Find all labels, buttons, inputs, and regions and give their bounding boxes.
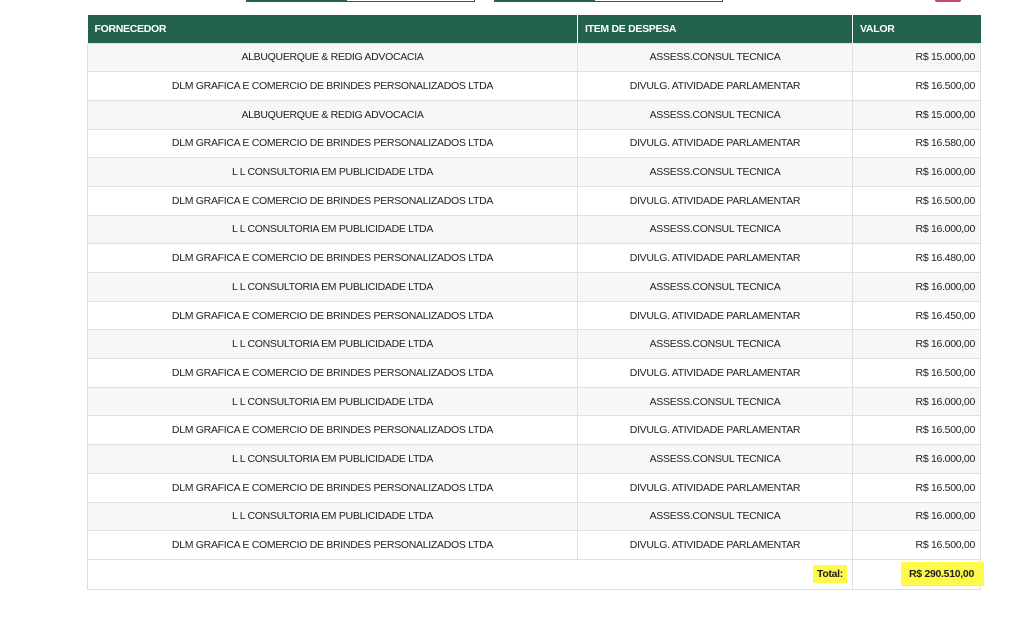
table-row — [88, 416, 981, 445]
cell-valor: R$ 16.500,00 — [853, 359, 981, 388]
export-button[interactable] — [935, 0, 961, 2]
cell-valor: R$ 16.580,00 — [853, 129, 981, 158]
table-header-row — [88, 15, 981, 43]
cell-fornecedor: DLM GRAFICA E COMERCIO DE BRINDES PERSONALIZADOS LTDA — [88, 301, 578, 330]
cell-fornecedor: DLM GRAFICA E COMERCIO DE BRINDES PERSONALIZADOS LTDA — [88, 473, 578, 502]
cell-valor: R$ 16.000,00 — [853, 445, 981, 474]
cell-valor: R$ 16.500,00 — [853, 473, 981, 502]
cell-fornecedor: DLM GRAFICA E COMERCIO DE BRINDES PERSONALIZADOS LTDA — [88, 72, 578, 101]
table-row — [88, 359, 981, 388]
cell-fornecedor: ALBUQUERQUE & REDIG ADVOCACIA — [88, 100, 578, 129]
cell-fornecedor: L L CONSULTORIA EM PUBLICIDADE LTDA — [88, 502, 578, 531]
cell-fornecedor: L L CONSULTORIA EM PUBLICIDADE LTDA — [88, 387, 578, 416]
column-header-valor[interactable]: VALOR — [853, 15, 981, 43]
cell-valor: R$ 15.000,00 — [853, 43, 981, 72]
cell-valor: R$ 16.000,00 — [853, 330, 981, 359]
table-row — [88, 531, 981, 560]
column-header-fornecedor[interactable]: FORNECEDOR — [88, 15, 578, 43]
cell-fornecedor: L L CONSULTORIA EM PUBLICIDADE LTDA — [88, 158, 578, 187]
cell-fornecedor: DLM GRAFICA E COMERCIO DE BRINDES PERSONALIZADOS LTDA — [88, 129, 578, 158]
cell-valor: R$ 16.480,00 — [853, 244, 981, 273]
cell-item: ASSESS.CONSUL TECNICA — [578, 215, 853, 244]
cell-fornecedor: L L CONSULTORIA EM PUBLICIDADE LTDA — [88, 445, 578, 474]
table-row — [88, 100, 981, 129]
cell-item: DIVULG. ATIVIDADE PARLAMENTAR — [578, 416, 853, 445]
cell-item: DIVULG. ATIVIDADE PARLAMENTAR — [578, 359, 853, 388]
cell-valor: R$ 16.000,00 — [853, 158, 981, 187]
cell-item: DIVULG. ATIVIDADE PARLAMENTAR — [578, 129, 853, 158]
cell-valor: R$ 16.000,00 — [853, 273, 981, 302]
cell-item: ASSESS.CONSUL TECNICA — [578, 502, 853, 531]
cell-item: ASSESS.CONSUL TECNICA — [578, 158, 853, 187]
cell-valor: R$ 16.500,00 — [853, 72, 981, 101]
table-row — [88, 387, 981, 416]
table-row — [88, 244, 981, 273]
cell-item: DIVULG. ATIVIDADE PARLAMENTAR — [578, 531, 853, 560]
table-row — [88, 502, 981, 531]
cell-item: DIVULG. ATIVIDADE PARLAMENTAR — [578, 72, 853, 101]
cell-item: DIVULG. ATIVIDADE PARLAMENTAR — [578, 186, 853, 215]
cell-valor: R$ 16.000,00 — [853, 502, 981, 531]
table-body — [88, 43, 981, 559]
cell-item: ASSESS.CONSUL TECNICA — [578, 273, 853, 302]
table-row — [88, 301, 981, 330]
date-start-field[interactable] — [246, 0, 475, 2]
table-row — [88, 273, 981, 302]
cell-fornecedor: DLM GRAFICA E COMERCIO DE BRINDES PERSONALIZADOS LTDA — [88, 416, 578, 445]
total-label: Total: — [813, 565, 847, 583]
total-value: R$ 290.510,00 — [901, 562, 984, 586]
total-value-cell — [853, 559, 981, 589]
cell-fornecedor: L L CONSULTORIA EM PUBLICIDADE LTDA — [88, 215, 578, 244]
cell-item: ASSESS.CONSUL TECNICA — [578, 330, 853, 359]
cell-fornecedor: DLM GRAFICA E COMERCIO DE BRINDES PERSONALIZADOS LTDA — [88, 531, 578, 560]
cell-valor: R$ 16.500,00 — [853, 416, 981, 445]
cell-fornecedor: DLM GRAFICA E COMERCIO DE BRINDES PERSONALIZADOS LTDA — [88, 244, 578, 273]
cell-fornecedor: DLM GRAFICA E COMERCIO DE BRINDES PERSONALIZADOS LTDA — [88, 186, 578, 215]
cell-valor: R$ 15.000,00 — [853, 100, 981, 129]
cell-item: ASSESS.CONSUL TECNICA — [578, 445, 853, 474]
cell-item: ASSESS.CONSUL TECNICA — [578, 100, 853, 129]
cell-item: DIVULG. ATIVIDADE PARLAMENTAR — [578, 473, 853, 502]
cell-item: DIVULG. ATIVIDADE PARLAMENTAR — [578, 301, 853, 330]
cell-valor: R$ 16.000,00 — [853, 215, 981, 244]
total-row — [88, 559, 981, 589]
table-row — [88, 158, 981, 187]
cell-valor: R$ 16.000,00 — [853, 387, 981, 416]
total-label-cell — [88, 559, 853, 589]
table-row — [88, 129, 981, 158]
cell-fornecedor: ALBUQUERQUE & REDIG ADVOCACIA — [88, 43, 578, 72]
table-row — [88, 186, 981, 215]
cell-fornecedor: L L CONSULTORIA EM PUBLICIDADE LTDA — [88, 273, 578, 302]
table-row — [88, 43, 981, 72]
date-end-field[interactable] — [494, 0, 723, 2]
cell-item: DIVULG. ATIVIDADE PARLAMENTAR — [578, 244, 853, 273]
cell-valor: R$ 16.500,00 — [853, 186, 981, 215]
column-header-item[interactable]: ITEM DE DESPESA — [578, 15, 853, 43]
expenses-table — [87, 15, 981, 590]
cell-fornecedor: DLM GRAFICA E COMERCIO DE BRINDES PERSONALIZADOS LTDA — [88, 359, 578, 388]
cell-item: ASSESS.CONSUL TECNICA — [578, 43, 853, 72]
cell-fornecedor: L L CONSULTORIA EM PUBLICIDADE LTDA — [88, 330, 578, 359]
table-row — [88, 72, 981, 101]
cell-valor: R$ 16.500,00 — [853, 531, 981, 560]
table-row — [88, 215, 981, 244]
table-row — [88, 473, 981, 502]
cell-valor: R$ 16.450,00 — [853, 301, 981, 330]
table-row — [88, 445, 981, 474]
top-controls — [0, 0, 1024, 6]
table-row — [88, 330, 981, 359]
cell-item: ASSESS.CONSUL TECNICA — [578, 387, 853, 416]
